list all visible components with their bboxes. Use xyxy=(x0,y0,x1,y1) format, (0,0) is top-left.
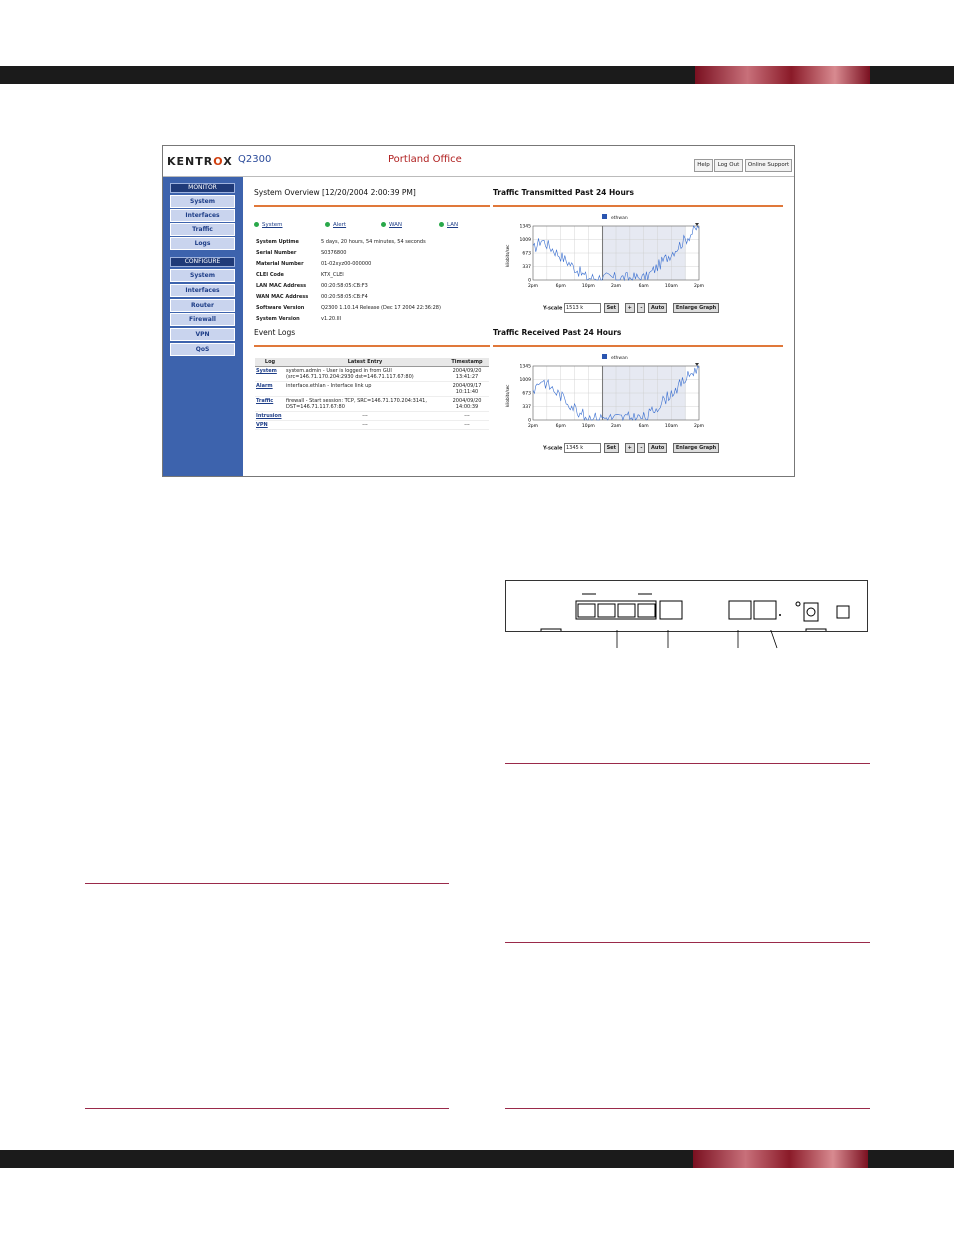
x-tick-label: 2pm xyxy=(693,284,705,289)
table-header-row xyxy=(255,358,489,367)
section-rule xyxy=(85,1108,449,1109)
app-header xyxy=(163,146,794,177)
log-entry: interface.ethlan - Interface link up xyxy=(285,382,445,397)
legend-label: ethwan xyxy=(611,216,628,221)
status-wan[interactable]: WAN xyxy=(381,222,402,228)
status-ok-icon xyxy=(254,222,259,227)
ethernet-port-icon xyxy=(578,604,595,617)
ethernet-port-icon xyxy=(729,601,751,619)
legend-swatch xyxy=(602,354,607,359)
section-rule xyxy=(505,942,870,943)
table-row xyxy=(255,367,489,382)
column-header: Timestamp xyxy=(445,358,489,367)
log-link-intrusion[interactable]: Intrusion xyxy=(255,412,285,421)
y-tick-label: 1009 xyxy=(519,238,531,243)
table-row xyxy=(255,397,489,412)
overview-title: System Overview [12/20/2004 2:00:39 PM] xyxy=(254,188,416,197)
power-switch-icon xyxy=(837,606,849,618)
rx-set-button[interactable]: Set xyxy=(604,443,619,453)
tx-enlarge-graph-button[interactable]: Enlarge Graph xyxy=(673,303,719,313)
overview-rule xyxy=(254,205,490,207)
info-label: LAN MAC Address xyxy=(256,283,307,289)
x-tick-label: 10am xyxy=(664,284,678,289)
ethernet-port-icon xyxy=(618,604,635,617)
section-rule xyxy=(505,1108,870,1109)
status-ok-icon xyxy=(325,222,330,227)
info-value: Q2300 1.10.14 Release (Dec 17 2004 22:36:28) xyxy=(321,305,441,311)
y-tick-label: 337 xyxy=(522,405,531,410)
status-ok-icon xyxy=(439,222,444,227)
y-tick-label: 1345 xyxy=(519,364,531,370)
x-tick-label: 6pm xyxy=(555,424,566,429)
tx-rule xyxy=(493,205,783,207)
rx-rule xyxy=(493,345,783,347)
x-tick-label: 10pm xyxy=(581,424,595,429)
logout-button[interactable]: Log Out xyxy=(714,159,743,172)
y-tick-label: 0 xyxy=(528,418,531,424)
nav-monitor-logs[interactable]: Logs xyxy=(170,237,235,250)
log-entry: --- xyxy=(285,412,445,421)
ethernet-port-icon xyxy=(598,604,615,617)
kentrox-logo: KENTROX xyxy=(167,155,233,168)
callout-lines xyxy=(505,630,866,660)
status-lan[interactable]: LAN xyxy=(439,222,458,228)
event-logs-title: Event Logs xyxy=(254,328,296,337)
web-ui-screenshot xyxy=(162,145,795,477)
bottom-band xyxy=(0,1150,954,1168)
legend-swatch xyxy=(602,214,607,219)
yscale-label: Y-scale xyxy=(543,305,563,312)
info-label: CLEI Code xyxy=(256,272,284,278)
current-marker-icon xyxy=(695,223,699,226)
info-label: WAN MAC Address xyxy=(256,294,309,300)
log-entry: firewall - Start session: TCP, SRC=146.71.170.204:3141, DST=146.71.117.67:80 xyxy=(285,397,445,412)
device-ports-drawing xyxy=(506,581,867,631)
nav-configure-interfaces[interactable]: Interfaces xyxy=(170,284,235,297)
monitor-section: MONITOR xyxy=(170,183,235,193)
tx-graph-title: Traffic Transmitted Past 24 Hours xyxy=(493,188,634,197)
log-timestamp: --- xyxy=(445,412,489,421)
x-tick-label: 2pm xyxy=(527,284,539,289)
power-jack-icon xyxy=(804,603,818,621)
event-logs-table xyxy=(255,358,489,430)
x-tick-label: 6am xyxy=(638,284,649,289)
nav-configure-qos[interactable]: QoS xyxy=(170,343,235,356)
rx-yscale-input[interactable]: 1345 k xyxy=(564,443,601,453)
section-rule xyxy=(505,763,870,764)
info-label: Software Version xyxy=(256,305,305,311)
ethernet-port-icon xyxy=(660,601,682,619)
rx-graph-controls xyxy=(543,443,719,453)
rx-auto-button[interactable]: Auto xyxy=(648,443,667,453)
table-row xyxy=(255,412,489,421)
tx-zoom-out-button[interactable]: - xyxy=(637,303,645,313)
info-value: S0376800 xyxy=(321,250,347,256)
log-timestamp: 2004/09/17 10:11:40 xyxy=(445,382,489,397)
rx-graph-title: Traffic Received Past 24 Hours xyxy=(493,328,622,337)
log-entry: --- xyxy=(285,421,445,430)
help-button[interactable]: Help xyxy=(694,159,713,172)
tx-auto-button[interactable]: Auto xyxy=(648,303,667,313)
status-system[interactable]: System xyxy=(254,222,283,228)
log-link-vpn[interactable]: VPN xyxy=(255,421,285,430)
y-tick-label: 673 xyxy=(522,251,531,257)
x-tick-label: 2am xyxy=(610,424,622,429)
model-name: Q2300 xyxy=(238,154,272,165)
table-row xyxy=(255,421,489,430)
top-band-accent xyxy=(695,66,870,84)
top-band xyxy=(0,66,954,84)
nav-configure-vpn[interactable]: VPN xyxy=(170,328,235,341)
y-tick-label: 0 xyxy=(528,278,531,284)
office-name: Portland Office xyxy=(388,154,462,165)
nav-monitor-traffic[interactable]: Traffic xyxy=(170,223,235,236)
column-header: Log xyxy=(255,358,285,367)
status-ok-icon xyxy=(381,222,386,227)
nav-monitor-interfaces[interactable]: Interfaces xyxy=(170,209,235,222)
info-value: 00:20:58:05:CB:F3 xyxy=(321,283,368,289)
log-timestamp: 2004/09/20 13:41:27 xyxy=(445,367,489,382)
nav-configure-firewall[interactable]: Firewall xyxy=(170,313,235,326)
rx-zoom-in-button[interactable]: + xyxy=(625,443,635,453)
x-tick-label: 2am xyxy=(610,284,622,289)
x-tick-label: 2pm xyxy=(527,424,539,429)
main-content xyxy=(243,177,794,476)
y-tick-label: 1009 xyxy=(519,378,531,383)
nav-configure-system[interactable]: System xyxy=(170,269,235,282)
table-row xyxy=(255,382,489,397)
x-tick-label: 10pm xyxy=(581,284,595,289)
info-value: 00:20:58:05:CB:F4 xyxy=(321,294,368,300)
info-value: KTX_CLEI xyxy=(321,272,344,278)
y-axis-title: kilobits/sec xyxy=(505,384,510,407)
status-alert[interactable]: Alert xyxy=(325,222,346,228)
configure-section: CONFIGURE xyxy=(170,257,235,267)
tx-set-button[interactable]: Set xyxy=(604,303,619,313)
x-tick-label: 2pm xyxy=(693,424,705,429)
info-label: System Uptime xyxy=(256,239,299,245)
y-tick-label: 337 xyxy=(522,265,531,270)
y-tick-label: 673 xyxy=(522,391,531,397)
rx-enlarge-graph-button[interactable]: Enlarge Graph xyxy=(673,443,719,453)
log-timestamp: 2004/09/20 14:00:39 xyxy=(445,397,489,412)
tx-traffic-chart xyxy=(505,214,705,302)
info-value: 01-02xyz00-000000 xyxy=(321,261,372,267)
x-tick-label: 10am xyxy=(664,424,678,429)
info-value: 5 days, 20 hours, 54 minutes, 54 seconds xyxy=(321,239,426,245)
info-label: Serial Number xyxy=(256,250,297,256)
log-link-alarm[interactable]: Alarm xyxy=(255,382,285,397)
info-value: v1.20.III xyxy=(321,316,342,322)
online-support-button[interactable]: Online Support xyxy=(745,159,792,172)
led-icon xyxy=(779,614,781,616)
ethernet-port-icon xyxy=(638,604,655,617)
current-marker-icon xyxy=(695,363,699,366)
logs-rule xyxy=(254,345,490,347)
log-link-traffic[interactable]: Traffic xyxy=(255,397,285,412)
column-header: Latest Entry xyxy=(285,358,445,367)
legend-label: ethwan xyxy=(611,356,628,361)
yscale-label: Y-scale xyxy=(543,445,563,452)
y-tick-label: 1345 xyxy=(519,224,531,230)
device-rear-panel xyxy=(505,580,868,632)
section-rule xyxy=(85,883,449,884)
tx-zoom-in-button[interactable]: + xyxy=(625,303,635,313)
info-label: System Version xyxy=(256,316,300,322)
x-tick-label: 6am xyxy=(638,424,649,429)
info-label: Material Number xyxy=(256,261,304,267)
log-entry: system.admin - User is logged in from GUI (src=146.71.170.204:2930 dst=146.71.117.67:80) xyxy=(285,367,445,382)
log-timestamp: --- xyxy=(445,421,489,430)
tx-graph-controls xyxy=(543,303,719,313)
bottom-band-accent xyxy=(693,1150,868,1168)
rx-traffic-chart xyxy=(505,354,705,442)
ground-screw-icon xyxy=(796,602,800,606)
log-link-system[interactable]: System xyxy=(255,367,285,382)
x-tick-label: 6pm xyxy=(555,284,566,289)
tx-yscale-input[interactable]: 1513 k xyxy=(564,303,601,313)
rx-zoom-out-button[interactable]: - xyxy=(637,443,645,453)
nav-monitor-system[interactable]: System xyxy=(170,195,235,208)
sidebar xyxy=(163,177,243,476)
nav-configure-router[interactable]: Router xyxy=(170,299,235,312)
ethernet-port-icon xyxy=(754,601,776,619)
y-axis-title: kilobits/sec xyxy=(505,244,510,267)
